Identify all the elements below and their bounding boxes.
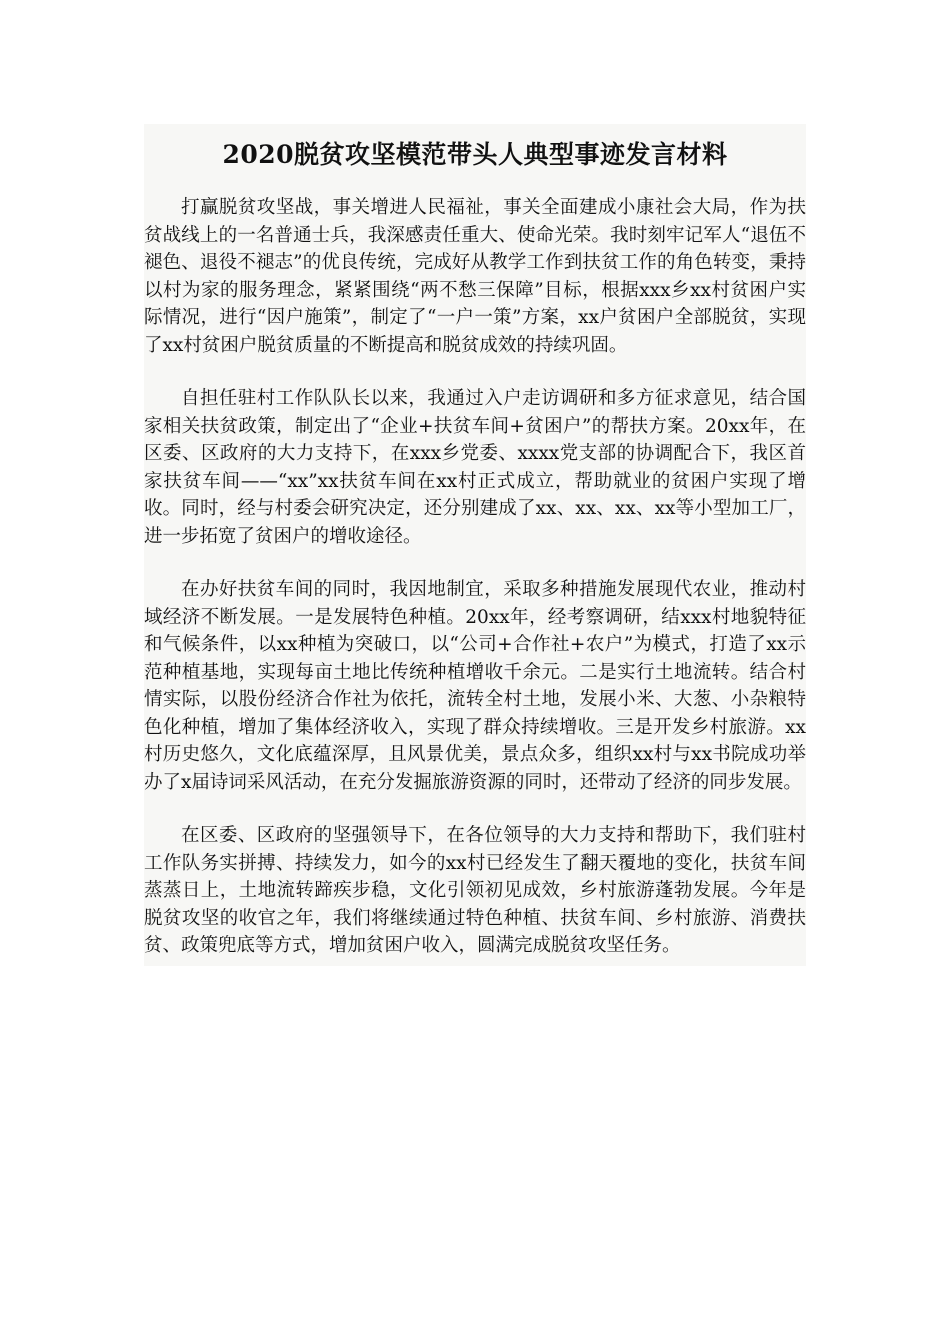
paragraph-intro: 打赢脱贫攻坚战，事关增进人民福祉，事关全面建成小康社会大局，作为扶贫战线上的一名普通士兵，我深感责任重大、使命光荣。我时刻牢记军人“退伍不褪色、退役不褪志”的优良传统，完成好从教学工作到扶贫工作的角色转变，秉持以村为家的服务理念，紧紧围绕“两不愁三保障”目标，根据xxx乡xx村贫困户实际情况，进行“因户施策”，制定了“一户一策”方案，xx户贫困户全部脱贫，实现了xx村贫困户脱贫质量的不断提高和脱贫成效的持续巩固。 — [144, 197, 806, 356]
paragraph-conclusion: 在区委、区政府的坚强领导下，在各位领导的大力支持和帮助下，我们驻村工作队务实拼搏、持续发力，如今的xx村已经发生了翻天覆地的变化，扶贫车间蒸蒸日上，土地流转蹄疾步稳，文化引领初见成效，乡村旅游蓬勃发展。今年是脱贫攻坚的收官之年，我们将继续通过特色种植、扶贫车间、乡村旅游、消费扶贫、政策兜底等方式，增加贫困户收入，圆满完成脱贫攻坚任务。 — [144, 825, 806, 956]
document-title: 2020脱贫攻坚模范带头人典型事迹发言材料 — [222, 140, 728, 169]
paragraph-agriculture: 在办好扶贫车间的同时，我因地制宜，采取多种措施发展现代农业，推动村域经济不断发展。一是发展特色种植。20xx年，经考察调研，结xxx村地貌特征和气候条件，以xx种植为突破口，以“公司+合作社+农户”为模式，打造了xx示范种植基地，实现每亩土地比传统种植增收千余元。二是实行土地流转。结合村情实际，以股份经济合作社为依托，流转全村土地，发展小米、大葱、小杂粮特色化种植，增加了集体经济收入，实现了群众持续增收。三是开发乡村旅游。xx村历史悠久，文化底蕴深厚，且风景优美，景点众多，组织xx村与xx书院成功举办了x届诗词采风活动，在充分发掘旅游资源的同时，还带动了经济的同步发展。 — [144, 579, 806, 793]
document-body — [144, 124, 806, 966]
paragraph-workshop: 自担任驻村工作队队长以来，我通过入户走访调研和多方征求意见，结合国家相关扶贫政策，制定出了“企业+扶贫车间+贫困户”的帮扶方案。20xx年，在区委、区政府的大力支持下，在xxx乡党委、xxxx党支部的协调配合下，我区首家扶贫车间——“xx”xx扶贫车间在xx村正式成立，帮助就业的贫困户实现了增收。同时，经与村委会研究决定，还分别建成了xx、xx、xx、xx等小型加工厂，进一步拓宽了贫困户的增收途径。 — [144, 388, 806, 547]
